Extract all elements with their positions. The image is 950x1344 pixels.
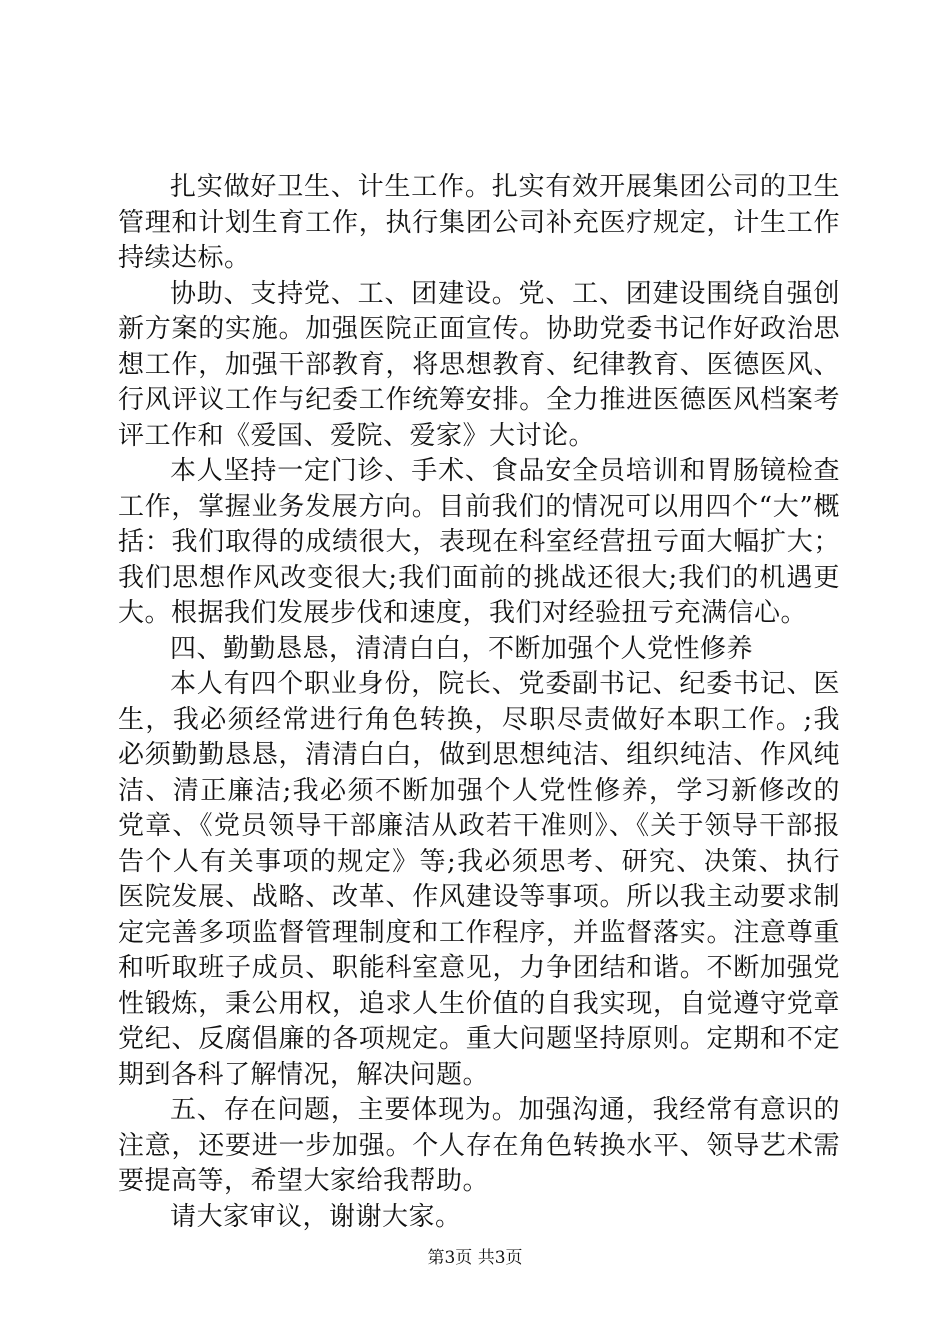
paragraph-roles-and-discipline: 本人有四个职业身份，院长、党委副书记、纪委书记、医生，我必须经常进行角色转换，尽职尽责做好本职工作。;我必须勤勤恳恳，清清白白，做到思想纯洁、组织纯洁、作风纯洁、清正廉洁;我必须不断加强个人党性修养，学习新修改的党章、《党员领导干部廉洁从政若干准则》、《关于领导干部报告个人有关事项的规定》等;我必须思考、研究、决策、执行医院发展、战略、改革、作风建设等事项。所以我主动要求制定完善多项监督管理制度和工作程序，并监督落实。注意尊重和听取班子成员、职能科室意见，力争团结和谐。不断加强党性锻炼，秉公用权，追求人生价值的自我实现，自觉遵守党章党纪、反腐倡廉的各项规定。重大问题坚持原则。定期和不定期到各科了解情况，解决问题。	[118, 669, 840, 1090]
paragraph-clinical-work: 本人坚持一定门诊、手术、食品安全员培训和胃肠镜检查工作，掌握业务发展方向。目前我们的情况可以用四个“大”概括：我们取得的成绩很大，表现在科室经营扭亏面大幅扩大；我们思想作风改变很大;我们面前的挑战还很大;我们的机遇更大。根据我们发展步伐和速度，我们对经验扭亏充满信心。	[118, 456, 840, 628]
paragraph-health-family-planning: 扎实做好卫生、计生工作。扎实有效开展集团公司的卫生管理和计划生育工作，执行集团公司补充医疗规定，计生工作持续达标。	[118, 172, 840, 273]
document-body	[118, 170, 840, 1235]
section-heading-four: 四、勤勤恳恳，清清白白，不断加强个人党性修养	[170, 633, 754, 664]
page-footer: 第3页 共3页	[427, 1248, 523, 1268]
paragraph-party-support: 协助、支持党、工、团建设。党、工、团建设围绕自强创新方案的实施。加强医院正面宣传。协助党委书记作好政治思想工作，加强干部教育，将思想教育、纪律教育、医德医风、行风评议工作与纪委工作统筹安排。全力推进医德医风档案考评工作和《爱国、爱院、爱家》大讨论。	[118, 278, 840, 451]
paragraph-closing: 请大家审议，谢谢大家。	[170, 1201, 462, 1232]
section-heading-five-problems: 五、存在问题，主要体现为。加强沟通，我经常有意识的注意，还要进一步加强。个人存在角色转换水平、领导艺术需要提高等，希望大家给我帮助。	[118, 1095, 840, 1196]
